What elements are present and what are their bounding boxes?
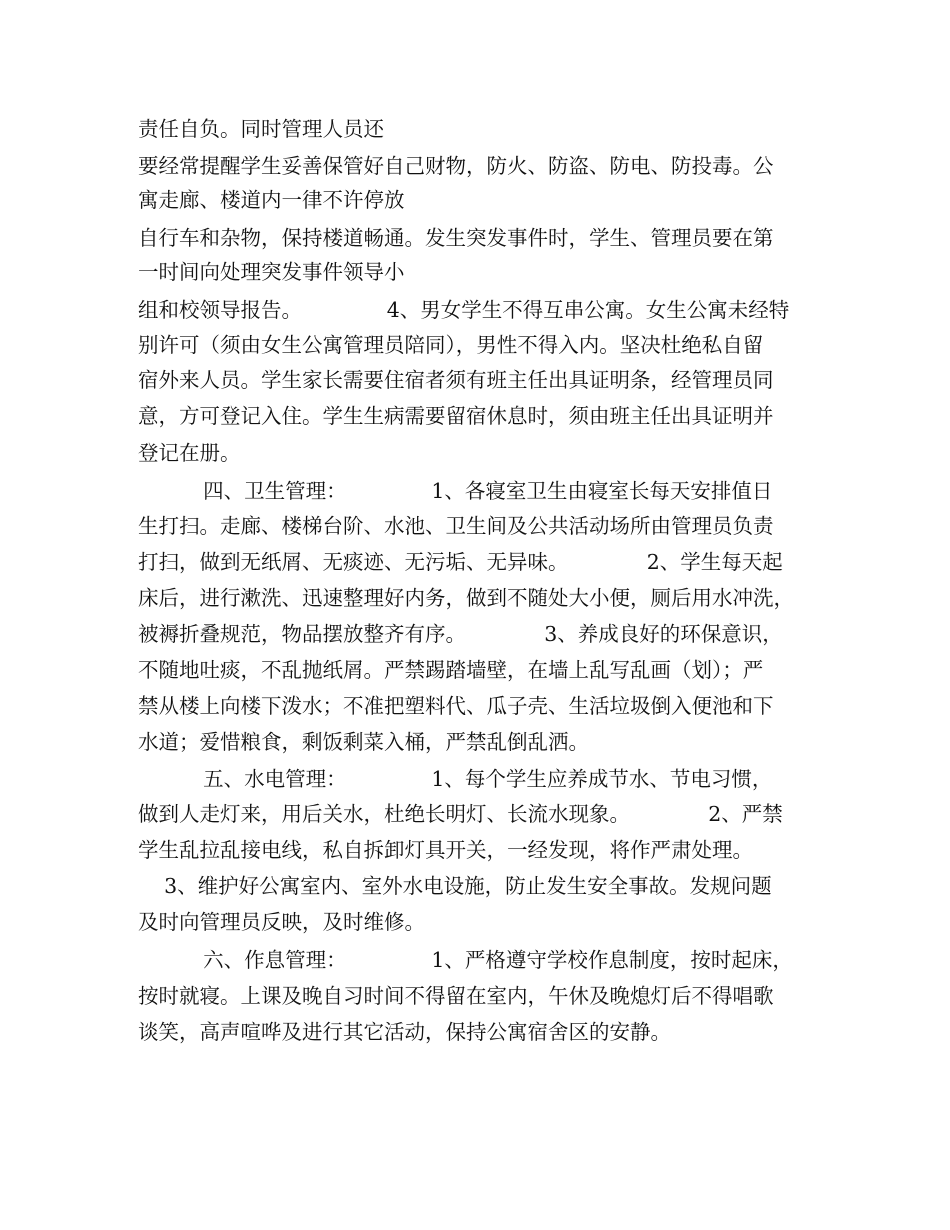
- text-line: 打扫，做到无纸屑、无痰迹、无污垢、无异味。 2、学生每天起: [138, 550, 783, 574]
- text-line: 床后，进行漱洗、迅速整理好内务，做到不随处大小便，厕后用水冲洗，: [138, 586, 794, 610]
- text-line: 学生乱拉乱接电线，私自拆卸灯具开关，一经发现，将作严肃处理。: [138, 838, 753, 862]
- text-line: 谈笑，高声喧哗及进行其它活动，保持公寓宿舍区的安静。: [138, 1020, 671, 1044]
- text-line: 禁从楼上向楼下泼水；不准把塑料代、瓜子壳、生活垃圾倒入便池和下: [138, 694, 774, 718]
- text-line: 登记在册。: [138, 441, 241, 465]
- text-line: 要经常提醒学生妥善保管好自己财物，防火、防盗、防电、防投毒。公: [138, 154, 774, 178]
- text-line: 一时间向处理突发事件领导小: [138, 260, 405, 284]
- text-line: 水道；爱惜粮食，剩饭剩菜入桶，严禁乱倒乱洒。: [138, 730, 589, 754]
- text-line: 宿外来人员。学生家长需要住宿者须有班主任出具证明条，经管理员同: [138, 368, 774, 392]
- text-line: 被褥折叠规范，物品摆放整齐有序。 3、养成良好的环保意识，: [138, 622, 783, 646]
- text-line: 及时向管理员反映，及时维修。: [138, 910, 425, 934]
- section-heading-schedule: 六、作息管理： 1、严格遵守学校作息制度，按时起床，: [138, 948, 793, 972]
- text-line: 组和校领导报告。 4、男女学生不得互串公寓。女生公寓未经特: [138, 298, 790, 322]
- section-heading-hygiene: 四、卫生管理： 1、各寝室卫生由寝室长每天安排值日: [138, 479, 773, 503]
- text-line: 寓走廊、楼道内一律不许停放: [138, 188, 405, 212]
- text-line: 不随地吐痰，不乱抛纸屑。严禁踢踏墙壁，在墙上乱写乱画（划）；严: [138, 658, 764, 682]
- text-line: 意，方可登记入住。学生生病需要留宿休息时，须由班主任出具证明并: [138, 404, 774, 428]
- section-heading-utilities: 五、水电管理： 1、每个学生应养成节水、节电习惯，: [138, 767, 773, 791]
- text-line: 按时就寝。上课及晚自习时间不得留在室内，午休及晚熄灯后不得唱歌: [138, 984, 774, 1008]
- text-line: 做到人走灯来，用后关水，杜绝长明灯、长流水现象。 2、严禁: [138, 802, 783, 826]
- text-line: 自行车和杂物，保持楼道畅通。发生突发事件时，学生、管理员要在第: [138, 226, 774, 250]
- text-line: 生打扫。走廊、楼梯台阶、水池、卫生间及公共活动场所由管理员负责: [138, 514, 774, 538]
- text-line: 3、维护好公寓室内、室外水电设施，防止发生安全事故。发规问题: [138, 874, 772, 898]
- text-line: 别许可（须由女生公寓管理员陪同），男性不得入内。坚决杜绝私自留: [138, 333, 764, 357]
- text-line: 责任自负。同时管理人员还: [138, 117, 384, 141]
